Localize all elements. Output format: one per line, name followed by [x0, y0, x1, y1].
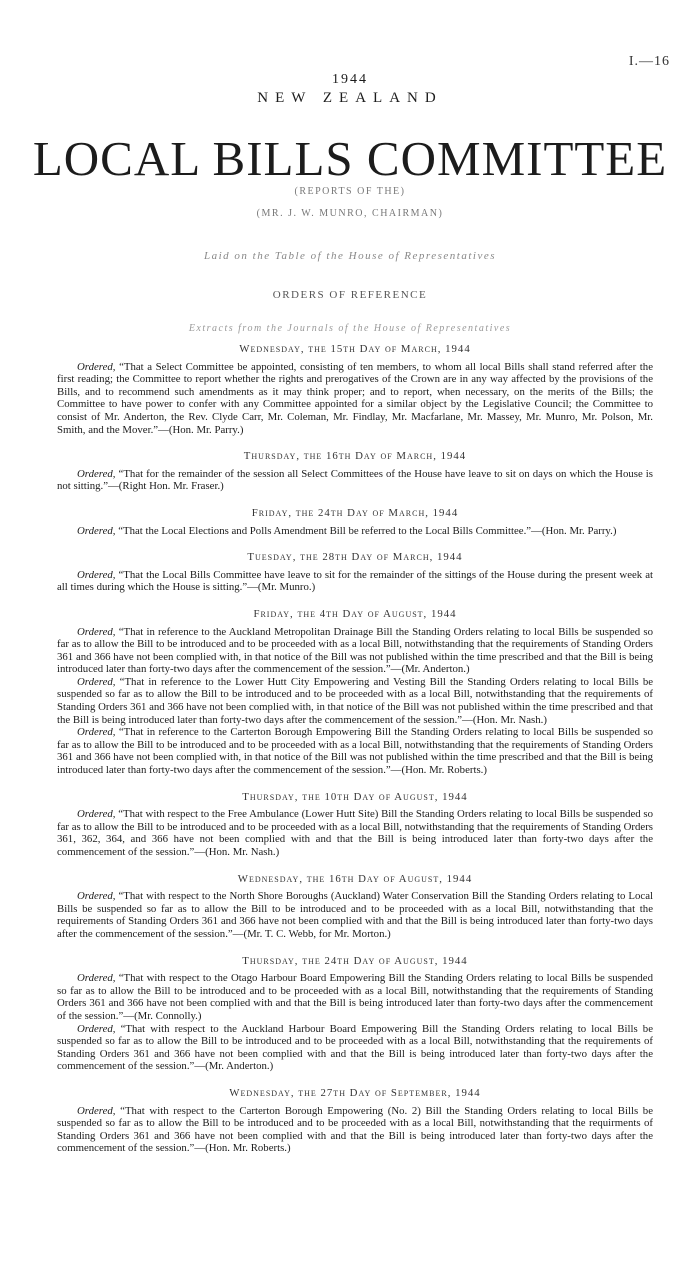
order-entry: [57, 873, 653, 941]
page-title: LOCAL BILLS COMMITTEE: [32, 131, 668, 186]
order-entry: [57, 507, 653, 537]
ordered-label: Ordered,: [77, 726, 116, 739]
order-entry: [57, 608, 653, 777]
order-text: “That in reference to the Carterton Borough Empowering Bill the Standing Orders relating to local Bills be suspended so far as to allow the Bill to be introduced and to be proceeded with as a local Bill, notwithstanding that the requirements of Standing Orders 361 and 366 have not been complied with, in that notice of the Bill was not published within the time prescribed and that the Bill is being introduced later than forty-two days after the commencement of the session.”—(Hon. Mr. Roberts.): [57, 726, 653, 777]
order-text: “That in reference to the Auckland Metropolitan Drainage Bill the Standing Orders relating to local Bills be suspended so far as to allow the Bill to be introduced and to be proceeded with as a local Bill, notwithstanding that the requirements of Standing Orders 361 and 366 have not been complied with, in that notice of the Bill was not published within the time prescribed and that the Bill is being introduced later than forty-two days after the commencement of the session.”—(Mr. Anderton.): [57, 625, 653, 676]
extracts-line: Extracts from the Journals of the House of Representatives: [188, 323, 512, 334]
order-text: “That with respect to the Otago Harbour Board Empowering Bill the Standing Orders relating to local Bills be suspended so far as to allow the Bill to be introduced and to be proceeded with as a local Bill, notwithstanding that the requirements of Standing Orders 361 and 366 have not been complied with and that the Bill is being introduced later than forty-two days after the commencement of the session.”—(Mr. Connolly.): [57, 972, 653, 1022]
order-text: “That the Local Bills Committee have leave to sit for the remainder of the sittings of the House during the present week at all times during which the House is sitting.”—(Mr. Munro.): [57, 568, 653, 594]
order-paragraph: [57, 1023, 653, 1073]
order-text: “That the Local Elections and Polls Amendment Bill be referred to the Local Bills Committee.”—(Hon. Mr. Parry.): [118, 524, 617, 537]
country: NEW ZEALAND: [257, 90, 443, 106]
ordered-label: Ordered,: [77, 1022, 116, 1035]
order-paragraph: [57, 972, 653, 1022]
orders-of-reference-list: [57, 343, 653, 1155]
order-paragraph: [57, 726, 653, 776]
order-entry: [57, 450, 653, 493]
entry-date: Thursday, the 24th Day of August, 1944: [242, 954, 468, 967]
order-paragraph: [57, 569, 653, 594]
ordered-label: Ordered,: [77, 890, 116, 903]
ordered-label: Ordered,: [77, 625, 116, 638]
entry-date: Thursday, the 16th Day of March, 1944: [243, 450, 467, 463]
entry-date: Wednesday, the 27th Day of September, 1944: [229, 1086, 481, 1099]
order-paragraph: [57, 626, 653, 676]
reports-line: (REPORTS OF THE): [294, 186, 406, 197]
entry-date: Thursday, the 10th Day of August, 1944: [242, 790, 468, 803]
chairman-line: (MR. J. W. MUNRO, CHAIRMAN): [256, 208, 444, 219]
orders-heading: ORDERS OF REFERENCE: [272, 289, 428, 301]
ordered-label: Ordered,: [77, 360, 116, 373]
order-text: “That in reference to the Lower Hutt City Empowering and Vesting Bill the Standing Orders relating to local Bills be suspended so far as to allow the Bill to be introduced and to be proceeded with as a local Bill, notwithstanding that the requirements of Standing Orders 361 and 366 have not been complied with, in that notice of the Bill was not published within the time prescribed and that the Bill is being introduced later than forty-two days after the commencement of the session.”—(Hon. Mr. Nash.): [57, 675, 654, 726]
order-paragraph: [57, 468, 653, 493]
order-paragraph: [57, 1105, 653, 1155]
entry-date: Wednesday, the 15th Day of March, 1944: [239, 343, 471, 355]
entry-date: Friday, the 4th Day of August, 1944: [253, 607, 457, 620]
ordered-label: Ordered,: [77, 972, 116, 985]
order-text: “That with respect to the North Shore Boroughs (Auckland) Water Conservation Bill the Standing Orders relating to Local Bills be suspended so far as to allow the Bill to be introduced and to be proceeded with as a local Bill, notwithstanding that the requirements of Standing Orders 361 and 366 have not been complied with and that the Bill is being introduced later than forty-two days after the commencement of the session.”—(Mr. T. C. Webb, for Mr. Morton.): [57, 890, 654, 940]
order-text: “That with respect to the Carterton Borough Empowering (No. 2) Bill the Standing Orders relating to local Bills be suspended so far as to allow the Bill to be introduced and to be proceeded with as a local Bill, notwithstanding that the requirments of Standing Orders 361 and 366 have not been complied with and that the Bill is being introduced later than forty-two days after the commencement of the session.”—(Hon. Mr. Roberts.): [57, 1104, 653, 1155]
order-entry: [57, 551, 653, 594]
ordered-label: Ordered,: [77, 524, 116, 537]
order-entry: [57, 791, 653, 859]
ordered-label: Ordered,: [77, 1104, 116, 1117]
ordered-label: Ordered,: [77, 467, 116, 480]
parliamentary-paper-reference: I.—16: [628, 54, 670, 69]
order-paragraph: [57, 525, 653, 538]
order-paragraph: [57, 808, 653, 858]
order-entry: [57, 343, 653, 436]
ordered-label: Ordered,: [77, 808, 116, 821]
year: 1944: [332, 72, 368, 87]
order-paragraph: [57, 676, 653, 726]
order-paragraph: [57, 890, 653, 940]
order-paragraph: [57, 361, 653, 437]
order-text: “That a Select Committee be appointed, consisting of ten members, to whom all local Bills shall stand referred after the first reading; the Committee to report whether the rights and prerogatives of the Crown are in any way affected by the provisions of the Bills, and to recommend such amendments as it may think proper; and to report, when necessary, on the merits of the Bills; the Committee to have power to confer with any Committee appointed for a similar object by the Legislative Council; the Committee to consist of Mr. Anderton, the Rev. Clyde Carr, Mr. Coleman, Mr. Findlay, Mr. Macfarlane, Mr. Massey, Mr. Munro, Mr. Polson, Mr. Smith, and the Mover.”—(Hon. Mr. Parry.): [57, 360, 653, 436]
ordered-label: Ordered,: [77, 675, 116, 688]
entry-date: Friday, the 24th Day of March, 1944: [251, 506, 459, 519]
entry-date: Tuesday, the 28th Day of March, 1944: [247, 551, 463, 564]
order-entry: [57, 1087, 653, 1155]
entry-date: Wednesday, the 16th Day of August, 1944: [237, 872, 473, 885]
order-text: “That with respect to the Free Ambulance (Lower Hutt Site) Bill the Standing Orders relating to local Bills be suspended so far as to allow the Bill to be introduced and to be proceeded with as a local Bill, notwithstanding that the requirements of Standing Orders 361, 362, 364, and 366 have not been complied with and that the Bill is being introduced later than forty-two days after the commencement of the session.”—(Hon. Mr. Nash.): [57, 808, 654, 858]
order-text: “That for the remainder of the session all Select Committees of the House have leave to sit on days on which the House is not sitting.”—(Right Hon. Mr. Fraser.): [57, 467, 653, 493]
order-entry: [57, 955, 653, 1073]
ordered-label: Ordered,: [77, 568, 116, 581]
laid-on-table-line: Laid on the Table of the House of Representatives: [203, 250, 497, 262]
order-text: “That with respect to the Auckland Harbour Board Empowering Bill the Standing Orders relating to local Bills be suspended so far as to allow the Bill to be introduced and to be proceeded with as a local Bill, notwithstanding that the requirements of Standing Orders 361 and 366 have not been complied with and that the Bill is being introduced later than forty-two days after the commencement of the session.”—(Mr. Anderton.): [57, 1022, 653, 1073]
